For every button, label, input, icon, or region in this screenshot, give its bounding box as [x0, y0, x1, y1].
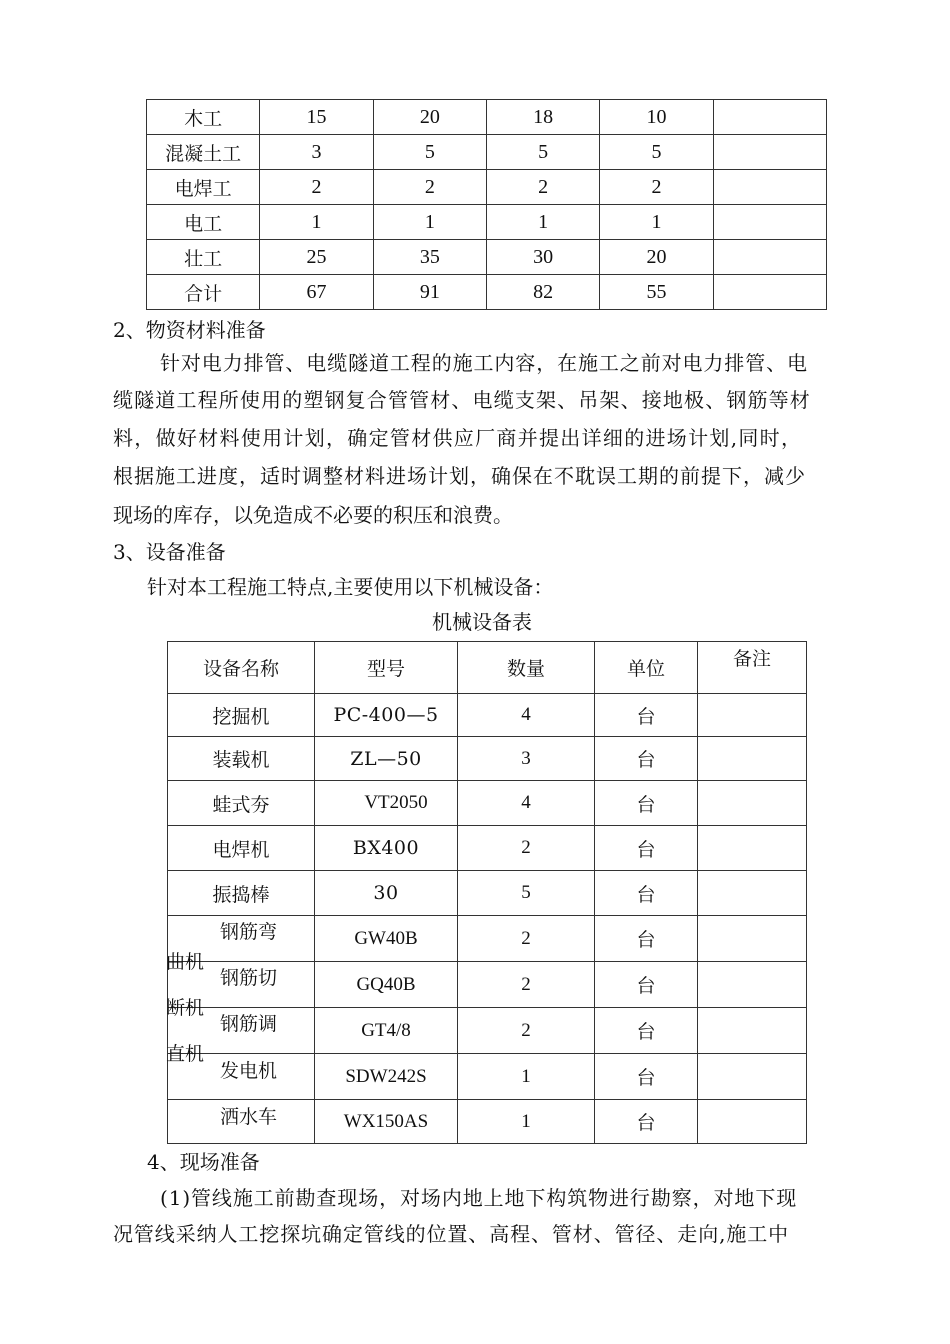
equipment-row [168, 1054, 807, 1100]
equipment-row [168, 916, 807, 962]
labor-count: 2 [260, 170, 373, 205]
equipment-model: ZL—50 [315, 737, 458, 781]
labor-count: 82 [486, 275, 599, 310]
header-note: 备注 [698, 642, 807, 694]
equipment-row [168, 737, 807, 781]
labor-count: 1 [486, 205, 599, 240]
labor-count: 5 [373, 135, 486, 170]
equipment-row [168, 694, 807, 737]
equipment-table [167, 641, 807, 1144]
equipment-qty: 4 [458, 781, 595, 826]
header-name: 设备名称 [168, 642, 315, 694]
labor-count: 1 [260, 205, 373, 240]
section3-heading: 3、设备准备 [113, 540, 226, 564]
labor-row [147, 205, 827, 240]
labor-trade: 电焊工 [147, 170, 260, 205]
equipment-qty: 2 [458, 916, 595, 962]
equipment-qty: 1 [458, 1054, 595, 1100]
labor-count [713, 240, 826, 275]
section4-line2: 况管线采纳人工挖探坑确定管线的位置、高程、管材、管径、走向,施工中 [113, 1222, 790, 1246]
labor-count: 91 [373, 275, 486, 310]
labor-count [713, 170, 826, 205]
labor-count: 18 [486, 100, 599, 135]
header-qty: 数量 [458, 642, 595, 694]
equipment-qty: 5 [458, 871, 595, 916]
section2-line1: 针对电力排管、电缆隧道工程的施工内容，在施工之前对电力排管、电 [160, 351, 808, 375]
equipment-name-text: 钢筋切 [220, 967, 278, 989]
equipment-unit: 台 [595, 962, 698, 1008]
equipment-note [698, 962, 807, 1008]
labor-count [713, 100, 826, 135]
equipment-model: BX400 [315, 826, 458, 871]
labor-count: 20 [373, 100, 486, 135]
equipment-note [698, 737, 807, 781]
labor-count: 67 [260, 275, 373, 310]
labor-count: 20 [600, 240, 713, 275]
labor-count: 15 [260, 100, 373, 135]
equipment-qty: 3 [458, 737, 595, 781]
equipment-name-text: 钢筋弯 [220, 921, 278, 943]
labor-count [713, 205, 826, 240]
equipment-note [698, 694, 807, 737]
labor-trade: 合计 [147, 275, 260, 310]
equipment-row [168, 1100, 807, 1144]
equipment-name: 发电机 [168, 1054, 315, 1100]
labor-row [147, 275, 827, 310]
labor-row [147, 170, 827, 205]
header-model: 型号 [315, 642, 458, 694]
equipment-row [168, 1008, 807, 1054]
equipment-qty: 2 [458, 826, 595, 871]
labor-count: 10 [600, 100, 713, 135]
equipment-qty: 2 [458, 962, 595, 1008]
equipment-model: GQ40B [315, 962, 458, 1008]
labor-trade: 电工 [147, 205, 260, 240]
labor-count: 2 [600, 170, 713, 205]
labor-table-body [147, 100, 827, 310]
labor-count: 3 [260, 135, 373, 170]
equipment-name-overflow: 直机 [166, 1043, 205, 1065]
labor-trade: 混凝土工 [147, 135, 260, 170]
labor-count: 2 [486, 170, 599, 205]
equipment-model: GT4/8 [315, 1008, 458, 1054]
equipment-name: 洒水车 [168, 1100, 315, 1144]
section2-line3: 料，做好材料使用计划，确定管材供应厂商并提出详细的进场计划,同时， [113, 426, 803, 450]
labor-trade: 木工 [147, 100, 260, 135]
labor-count: 25 [260, 240, 373, 275]
equipment-name: 电焊机 [168, 826, 315, 871]
equipment-model: GW40B [315, 916, 458, 962]
equipment-note [698, 1008, 807, 1054]
equipment-row [168, 962, 807, 1008]
equipment-row [168, 871, 807, 916]
equipment-name-overflow: 断机 [166, 997, 205, 1019]
equipment-name-overflow: 曲机 [166, 951, 205, 973]
equipment-model: SDW242S [315, 1054, 458, 1100]
labor-count: 5 [600, 135, 713, 170]
equipment-note [698, 916, 807, 962]
labor-count: 5 [486, 135, 599, 170]
equipment-row [168, 826, 807, 871]
equipment-unit: 台 [595, 1054, 698, 1100]
labor-count: 35 [373, 240, 486, 275]
labor-table [146, 99, 827, 310]
equipment-name: 蛙式夯 [168, 781, 315, 826]
equipment-unit: 台 [595, 737, 698, 781]
equipment-unit: 台 [595, 1008, 698, 1054]
section4-heading: 4、现场准备 [147, 1150, 260, 1174]
equipment-model: VT2050 [315, 781, 458, 826]
equipment-note [698, 1054, 807, 1100]
section2-line2: 缆隧道工程所使用的塑钢复合管管材、电缆支架、吊架、接地极、钢筋等材 [113, 388, 811, 412]
labor-count: 1 [373, 205, 486, 240]
equipment-unit: 台 [595, 1100, 698, 1144]
labor-count: 2 [373, 170, 486, 205]
equipment-unit: 台 [595, 916, 698, 962]
equipment-unit: 台 [595, 826, 698, 871]
equipment-note [698, 826, 807, 871]
labor-trade: 壮工 [147, 240, 260, 275]
equipment-unit: 台 [595, 871, 698, 916]
equipment-qty: 1 [458, 1100, 595, 1144]
equipment-name: 装载机 [168, 737, 315, 781]
section2-line4: 根据施工进度，适时调整材料进场计划，确保在不耽误工期的前提下，减少 [113, 464, 806, 488]
section4-line1: (1)管线施工前勘查现场，对场内地上地下构筑物进行勘察，对地下现 [160, 1186, 798, 1210]
equipment-row [168, 781, 807, 826]
equipment-note [698, 781, 807, 826]
equipment-table-caption: 机械设备表 [432, 610, 532, 634]
labor-count [713, 275, 826, 310]
equipment-model: PC-400—5 [315, 694, 458, 737]
header-unit: 单位 [595, 642, 698, 694]
labor-row [147, 240, 827, 275]
labor-count [713, 135, 826, 170]
labor-row [147, 135, 827, 170]
labor-row [147, 100, 827, 135]
section2-line5: 现场的库存，以免造成不必要的积压和浪费。 [113, 503, 513, 527]
equipment-model: 30 [315, 871, 458, 916]
equipment-qty: 4 [458, 694, 595, 737]
section3-intro: 针对本工程施工特点,主要使用以下机械设备： [147, 575, 554, 599]
section2-heading: 2、物资材料准备 [113, 318, 266, 342]
labor-count: 1 [600, 205, 713, 240]
equipment-note [698, 871, 807, 916]
equipment-name-text: 钢筋调 [220, 1013, 278, 1035]
equipment-table-body [168, 694, 807, 1144]
labor-count: 55 [600, 275, 713, 310]
equipment-note [698, 1100, 807, 1144]
equipment-qty: 2 [458, 1008, 595, 1054]
equipment-unit: 台 [595, 781, 698, 826]
equipment-unit: 台 [595, 694, 698, 737]
equipment-model: WX150AS [315, 1100, 458, 1144]
equipment-name: 振捣棒 [168, 871, 315, 916]
equipment-name [166, 916, 315, 973]
labor-count: 30 [486, 240, 599, 275]
equipment-name: 挖掘机 [168, 694, 315, 737]
